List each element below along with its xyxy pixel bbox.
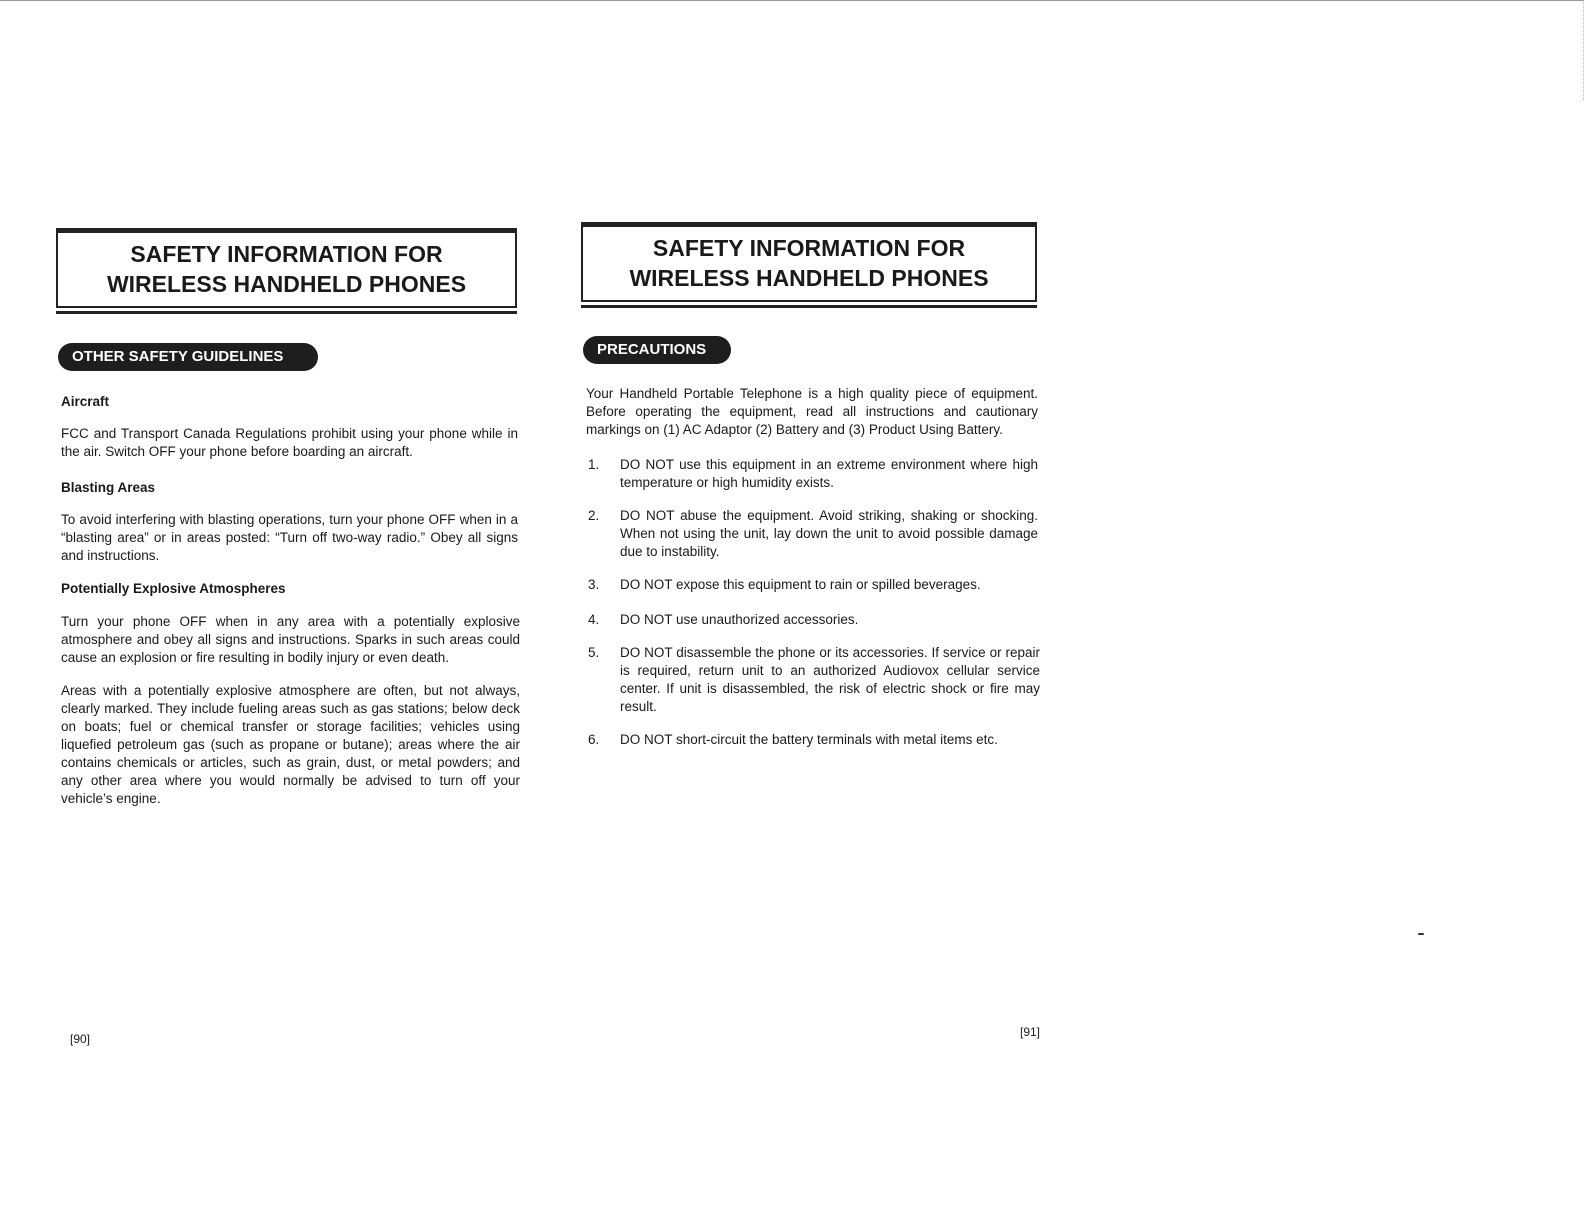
right-page-header [581,222,1037,302]
list-item-number: 6. [588,732,600,747]
list-item-text: DO NOT disassemble the phone or its accessories. If service or repair is required, return unit to an authorized Audiovox cellular service center. If unit is disassembled, the risk of electric shock or fire may result. [620,645,1040,714]
left-header-line1: SAFETY INFORMATION FOR [130,241,443,267]
precautions-intro: Your Handheld Portable Telephone is a high quality piece of equipment. Before operating the equipment, read all instructions and cautionary markings on (1) AC Adaptor (2) Battery and (3) Product Using Battery. [586,386,1038,437]
left-header-title [58,239,515,299]
top-rule [0,0,1584,1]
list-item-text: DO NOT short-circuit the battery terminals with metal items etc. [620,732,998,747]
right-page-number: [91] [1020,1025,1041,1039]
list-item-number: 4. [588,612,600,627]
list-item-text: DO NOT use this equipment in an extreme environment where high temperature or high humidity exists. [620,457,1038,490]
right-header-title [583,233,1035,293]
list-item-text: DO NOT abuse the equipment. Avoid striking, shaking or shocking. When not using the unit, lay down the unit to avoid possible damage due to instability. [620,508,1038,559]
list-item [588,731,1040,751]
list-item [588,644,1040,720]
blasting-heading: Blasting Areas [61,480,156,495]
list-item [588,507,1038,565]
list-item-number: 3. [588,577,600,592]
list-item-number: 5. [588,645,600,660]
left-page-number: [90] [70,1032,91,1046]
aircraft-heading: Aircraft [61,394,110,409]
explosive-body-2: Areas with a potentially explosive atmosphere are often, but not always, clearly marked. They include fueling areas such as gas stations; below deck on boats; fuel or chemical transfer or storage facilities; vehicles using liquefied petroleum gas (such as propane or butane); areas where the air contains chemicals or articles, such as grain, dust, or metal powders; and any other area where you would normally be advised to turn off your vehicle’s engine. [61,683,520,806]
left-section-label: OTHER SAFETY GUIDELINES [58,343,318,371]
aircraft-body: FCC and Transport Canada Regulations prohibit using your phone while in the air. Switch OFF your phone before boarding an aircraft. [61,426,518,459]
explosive-body-1: Turn your phone OFF when in any area with a potentially explosive atmosphere and obey all signs and instructions. Sparks in such areas could cause an explosion or fire resulting in bodily injury or even death. [61,614,520,665]
explosive-heading: Potentially Explosive Atmospheres [61,581,286,596]
blasting-body: To avoid interfering with blasting operations, turn your phone OFF when in a “blasting area” or in areas posted: “Turn off two-way radio.” Obey all signs and instructions. [61,512,518,563]
right-header-line2: WIRELESS HANDHELD PHONES [629,265,989,291]
right-header-line1: SAFETY INFORMATION FOR [652,235,966,261]
right-section-label: PRECAUTIONS [583,336,731,364]
list-item-text: DO NOT use unauthorized accessories. [620,612,859,627]
list-item [588,456,1038,496]
left-page-header [56,228,517,308]
list-item-number: 2. [588,508,600,523]
list-item [588,611,1038,631]
scan-speck [1418,933,1424,935]
list-item-number: 1. [588,457,600,472]
list-item-text: DO NOT expose this equipment to rain or spilled beverages. [620,577,981,592]
list-item [588,576,1038,596]
left-header-line2: WIRELESS HANDHELD PHONES [106,271,467,297]
